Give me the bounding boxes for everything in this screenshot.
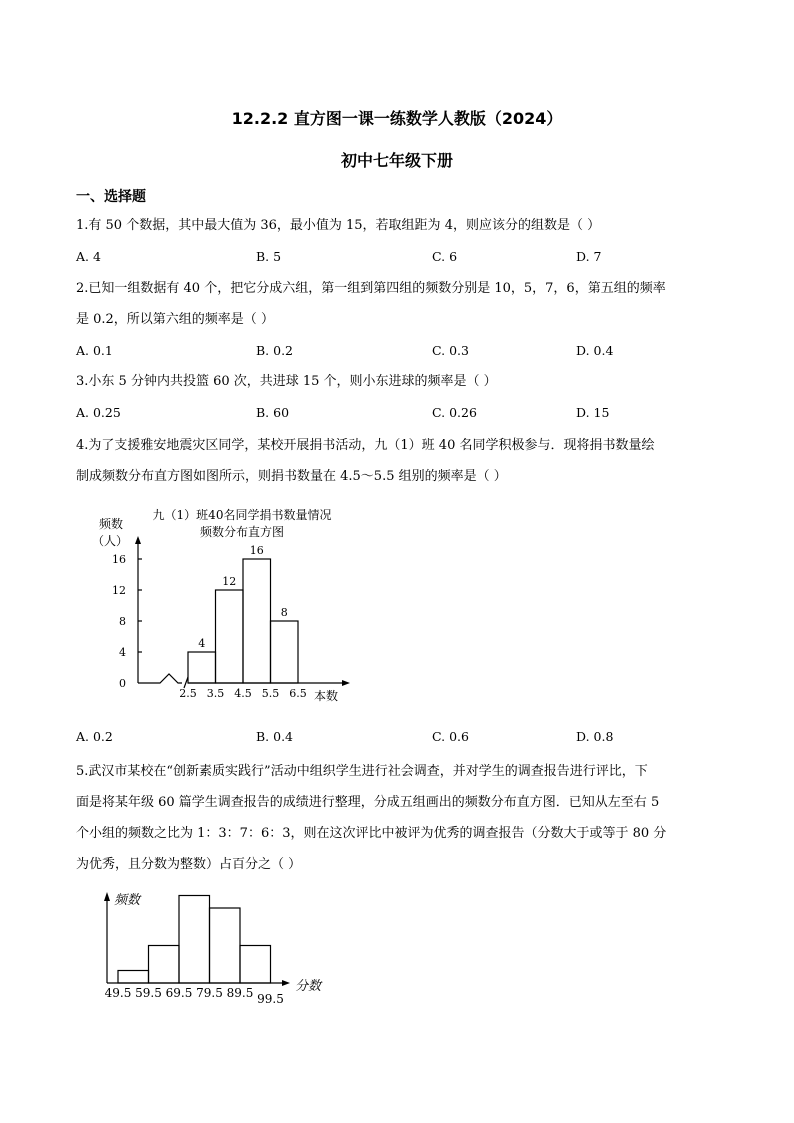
option-c: C. 0.26	[432, 405, 477, 420]
axis-break	[138, 674, 182, 683]
question-2-text-line2: 是 0.2，所以第六组的频率是（ ）	[76, 312, 274, 327]
histogram-bar	[188, 652, 216, 683]
chart2-xlabel: 分数	[295, 979, 322, 994]
chart1-bars	[188, 559, 298, 683]
option-a: A. 0.1	[76, 343, 113, 358]
option-d: D. 0.8	[576, 729, 614, 744]
chart1-x-ticks	[179, 687, 307, 700]
x-tick-label: 79.5	[196, 986, 223, 1000]
question-2-options	[76, 343, 736, 363]
y-tick-label: 4	[119, 646, 126, 659]
option-d: D. 15	[576, 405, 610, 420]
x-tick-label: 49.5	[104, 986, 132, 1000]
question-4-text-line2: 制成频数分布直方图如图所示，则捐书数量在 4.5～5.5 组别的频率是（ ）	[76, 469, 507, 484]
question-2-text-line1: 2.已知一组数据有 40 个，把它分成六组，第一组到第四组的频数分别是 10，5，7，6，第五组的频率	[76, 281, 666, 296]
bar-data-label: 16	[249, 544, 264, 557]
question-5-text-line2: 面是将某年级 60 篇学生调查报告的成绩进行整理，分成五组画出的频数分布直方图．已知从左至右 5	[76, 795, 660, 810]
question-5-text-line3: 个小组的频数之比为 1：3：7：6：3，则在这次评比中被评为优秀的调查报告（分数大于或等于 80 分	[76, 826, 667, 841]
histogram-bar	[216, 590, 244, 683]
bar-data-label: 4	[198, 637, 206, 650]
question-3-text: 3.小东 5 分钟内共投篮 60 次，共进球 15 个，则小东进球的频率是（ ）	[76, 374, 497, 389]
x-tick-label: 4.5	[234, 687, 252, 700]
chart2-bars	[118, 896, 271, 984]
histogram-bar	[210, 908, 241, 983]
chart1-ylabel-line2: （人）	[91, 534, 129, 548]
question-4-options	[76, 729, 736, 749]
option-b: B. 0.2	[256, 343, 294, 358]
question-3-options	[76, 405, 736, 425]
option-b: B. 0.4	[256, 729, 294, 744]
question-1-text: 1.有 50 个数据，其中最大值为 36，最小值为 15，若取组距为 4，则应该分的组数是（ ）	[76, 218, 601, 233]
x-tick-label: 99.5	[257, 992, 284, 1006]
bar-data-label: 8	[280, 606, 288, 619]
chart1-subtitle: 频数分布直方图	[199, 525, 285, 539]
histogram-bar	[149, 946, 180, 984]
option-d: D. 0.4	[576, 343, 614, 358]
question-5-text-line1: 5.武汉市某校在“创新素质实践行”活动中组织学生进行社会调查，并对学生的调查报告进行评比，下	[76, 764, 648, 779]
histogram-bar	[271, 621, 299, 683]
document-subtitle: 初中七年级下册	[340, 151, 453, 170]
chart1-title: 九（1）班40名同学捐书数量情况	[152, 508, 332, 522]
option-c: C. 0.6	[432, 729, 469, 744]
histogram-bar	[179, 896, 210, 984]
section-heading: 一、选择题	[76, 189, 146, 205]
option-a: A. 0.25	[76, 405, 121, 420]
x-tick-label: 3.5	[206, 687, 225, 700]
x-tick-label: 89.5	[226, 986, 254, 1000]
x-tick-label: 5.5	[261, 687, 280, 700]
option-c: C. 0.3	[432, 343, 469, 358]
histogram-bar	[118, 971, 149, 984]
y-axis-arrow	[135, 536, 141, 544]
x-tick-label: 59.5	[135, 986, 162, 1000]
histogram-bar	[240, 946, 271, 984]
document-title: 12.2.2 直方图一课一练数学人教版（2024）	[231, 109, 563, 128]
option-a: A. 0.2	[76, 729, 113, 744]
x-tick-label: 6.5	[289, 687, 307, 700]
option-b: B. 5	[256, 249, 282, 264]
question-1-options	[76, 249, 736, 269]
option-c: C. 6	[432, 249, 458, 264]
option-b: B. 60	[256, 405, 290, 420]
x-tick-label: 69.5	[165, 986, 193, 1000]
y-tick-label: 16	[112, 553, 126, 566]
score-histogram	[96, 884, 336, 1008]
option-a: A. 4	[76, 249, 101, 264]
chart1-xlabel: 本数	[313, 689, 339, 703]
book-donation-histogram	[86, 502, 376, 708]
y-axis-arrow	[104, 892, 110, 901]
chart2-ylabel: 频数	[114, 893, 141, 908]
y-tick-label: 12	[112, 584, 126, 597]
x-axis-arrow	[342, 680, 350, 686]
question-4-text-line1: 4.为了支援雅安地震灾区同学，某校开展捐书活动，九（1）班 40 名同学积极参与．现将捐书数量绘	[76, 438, 655, 453]
question-5-text-line4: 为优秀，且分数为整数）占百分之（ ）	[76, 857, 302, 872]
bar-data-label: 12	[222, 575, 237, 588]
x-axis-arrow	[282, 980, 290, 986]
chart1-ylabel-line1: 频数	[98, 517, 124, 531]
histogram-bar	[243, 559, 271, 683]
y-tick-label: 0	[119, 677, 126, 690]
y-tick-label: 8	[119, 615, 126, 628]
x-tick-label: 2.5	[179, 687, 197, 700]
chart2-x-ticks	[105, 986, 284, 1006]
option-d: D. 7	[576, 249, 602, 264]
